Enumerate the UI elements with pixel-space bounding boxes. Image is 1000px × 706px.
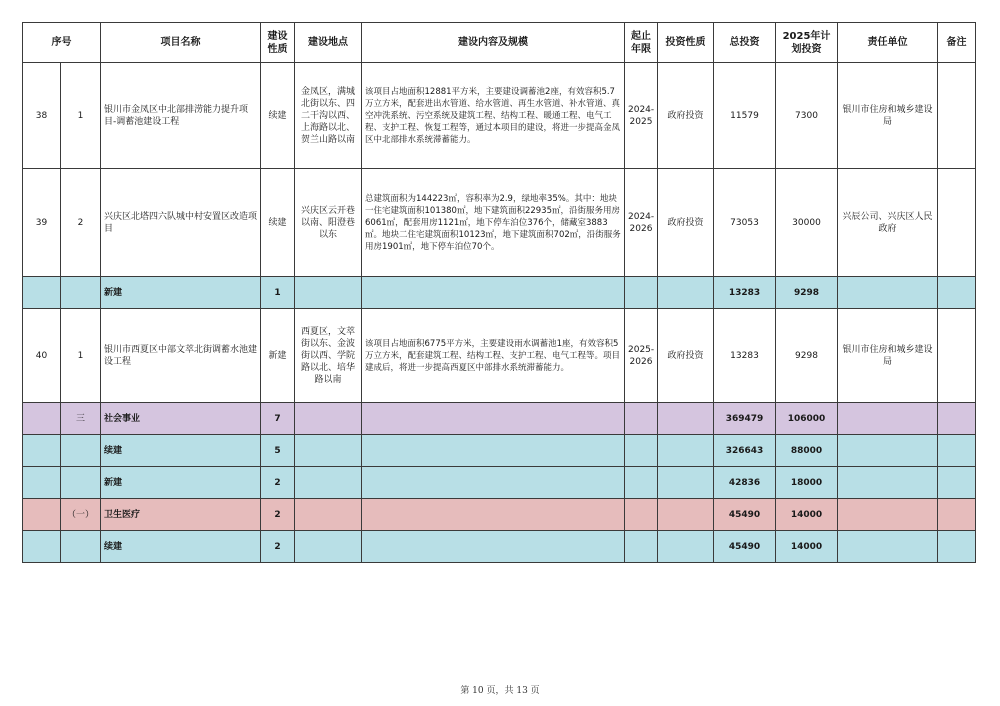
subtotal-count: 2 bbox=[261, 531, 295, 563]
plan-investment: 9298 bbox=[776, 309, 838, 403]
header-unit: 责任单位 bbox=[838, 23, 938, 63]
category-label: 社会事业 bbox=[101, 403, 261, 435]
invest-type: 政府投资 bbox=[658, 309, 714, 403]
build-nature: 续建 bbox=[261, 169, 295, 277]
category-total: 369479 bbox=[714, 403, 776, 435]
subtotal-total: 42836 bbox=[714, 467, 776, 499]
table-row bbox=[23, 309, 976, 403]
subtotal-plan: 88000 bbox=[776, 435, 838, 467]
row-sub-index: 2 bbox=[61, 169, 101, 277]
subcategory-row bbox=[23, 499, 976, 531]
row-index: 38 bbox=[23, 63, 61, 169]
subcategory-index: （一） bbox=[61, 499, 101, 531]
build-location: 金凤区，满城北街以东、四二干沟以西、上海路以北、贺兰山路以南 bbox=[295, 63, 362, 169]
header-invest-type: 投资性质 bbox=[658, 23, 714, 63]
invest-type: 政府投资 bbox=[658, 63, 714, 169]
build-nature: 新建 bbox=[261, 309, 295, 403]
total-investment: 73053 bbox=[714, 169, 776, 277]
table-row bbox=[23, 169, 976, 277]
project-name: 兴庆区北塔四六队城中村安置区改造项目 bbox=[101, 169, 261, 277]
total-investment: 13283 bbox=[714, 309, 776, 403]
year-range: 2024-2025 bbox=[625, 63, 658, 169]
responsible-unit: 银川市住房和城乡建设局 bbox=[838, 309, 938, 403]
row-sub-index: 1 bbox=[61, 63, 101, 169]
build-location: 西夏区，文萃街以东、金波街以西、学院路以北、培华路以南 bbox=[295, 309, 362, 403]
build-nature: 续建 bbox=[261, 63, 295, 169]
row-index: 40 bbox=[23, 309, 61, 403]
page-footer: 第 10 页，共 13 页 bbox=[460, 686, 540, 696]
subtotal-row bbox=[23, 467, 976, 499]
plan-investment: 7300 bbox=[776, 63, 838, 169]
subtotal-row bbox=[23, 531, 976, 563]
category-index: 三 bbox=[61, 403, 101, 435]
subtotal-plan: 14000 bbox=[776, 531, 838, 563]
project-table bbox=[22, 22, 976, 563]
subtotal-plan: 9298 bbox=[776, 277, 838, 309]
subtotal-count: 5 bbox=[261, 435, 295, 467]
subcategory-total: 45490 bbox=[714, 499, 776, 531]
subtotal-total: 13283 bbox=[714, 277, 776, 309]
project-name: 银川市西夏区中部文萃北街调蓄水池建设工程 bbox=[101, 309, 261, 403]
header-nature: 建设性质 bbox=[261, 23, 295, 63]
responsible-unit: 兴辰公司、兴庆区人民政府 bbox=[838, 169, 938, 277]
subtotal-plan: 18000 bbox=[776, 467, 838, 499]
build-content: 该项目占地面积12881平方米，主要建设调蓄池2座，有效容积5.7万立方米，配套进出水管道、给水管道、再生水管道、补水管道、真空冲洗系统、污空系统及建筑工程、结构工程、暖通工程、电气工程、支护工程、恢复工程等，通过本项目的建设，将进一步提高金凤区中北部排水系统滞蓄能力。 bbox=[362, 63, 625, 169]
subtotal-row bbox=[23, 277, 976, 309]
header-seq: 序号 bbox=[23, 23, 101, 63]
remark bbox=[938, 169, 976, 277]
responsible-unit: 银川市住房和城乡建设局 bbox=[838, 63, 938, 169]
remark bbox=[938, 309, 976, 403]
category-plan: 106000 bbox=[776, 403, 838, 435]
remark bbox=[938, 63, 976, 169]
invest-type: 政府投资 bbox=[658, 169, 714, 277]
subtotal-label: 续建 bbox=[101, 435, 261, 467]
category-count: 7 bbox=[261, 403, 295, 435]
subcategory-plan: 14000 bbox=[776, 499, 838, 531]
subtotal-total: 326643 bbox=[714, 435, 776, 467]
subtotal-count: 1 bbox=[261, 277, 295, 309]
row-index: 39 bbox=[23, 169, 61, 277]
subtotal-total: 45490 bbox=[714, 531, 776, 563]
total-investment: 11579 bbox=[714, 63, 776, 169]
subtotal-row bbox=[23, 435, 976, 467]
header-plan: 2025年计划投资 bbox=[776, 23, 838, 63]
header-years: 起止年限 bbox=[625, 23, 658, 63]
header-total: 总投资 bbox=[714, 23, 776, 63]
subtotal-count: 2 bbox=[261, 467, 295, 499]
subtotal-label: 新建 bbox=[101, 277, 261, 309]
header-name: 项目名称 bbox=[101, 23, 261, 63]
header-row bbox=[23, 23, 976, 63]
subtotal-label: 续建 bbox=[101, 531, 261, 563]
subtotal-label: 新建 bbox=[101, 467, 261, 499]
header-content: 建设内容及规模 bbox=[362, 23, 625, 63]
build-content: 该项目占地面积6775平方米，主要建设雨水调蓄池1座，有效容积5万立方米，配套建筑工程、结构工程、支护工程、电气工程等。项目建成后，将进一步提高西夏区中部排水系统滞蓄能力。 bbox=[362, 309, 625, 403]
table-row bbox=[23, 63, 976, 169]
subcategory-label: 卫生医疗 bbox=[101, 499, 261, 531]
year-range: 2025-2026 bbox=[625, 309, 658, 403]
row-sub-index: 1 bbox=[61, 309, 101, 403]
plan-investment: 30000 bbox=[776, 169, 838, 277]
subcategory-count: 2 bbox=[261, 499, 295, 531]
build-content: 总建筑面积为144223㎡，容积率为2.9，绿地率35%。其中：地块一住宅建筑面积101380㎡，地下建筑面积22935㎡，沿街服务用房6061㎡，配套用房1121㎡，地下停车泊位376个，储藏室3883㎡。地块二住宅建筑面积10123㎡，地下建筑面积702㎡，沿街服务用房1901㎡，地下停车泊位70个。 bbox=[362, 169, 625, 277]
header-remark: 备注 bbox=[938, 23, 976, 63]
category-row bbox=[23, 403, 976, 435]
build-location: 兴庆区云开巷以南、阳澄巷以东 bbox=[295, 169, 362, 277]
year-range: 2024-2026 bbox=[625, 169, 658, 277]
header-location: 建设地点 bbox=[295, 23, 362, 63]
project-name: 银川市金凤区中北部排涝能力提升项目-调蓄池建设工程 bbox=[101, 63, 261, 169]
